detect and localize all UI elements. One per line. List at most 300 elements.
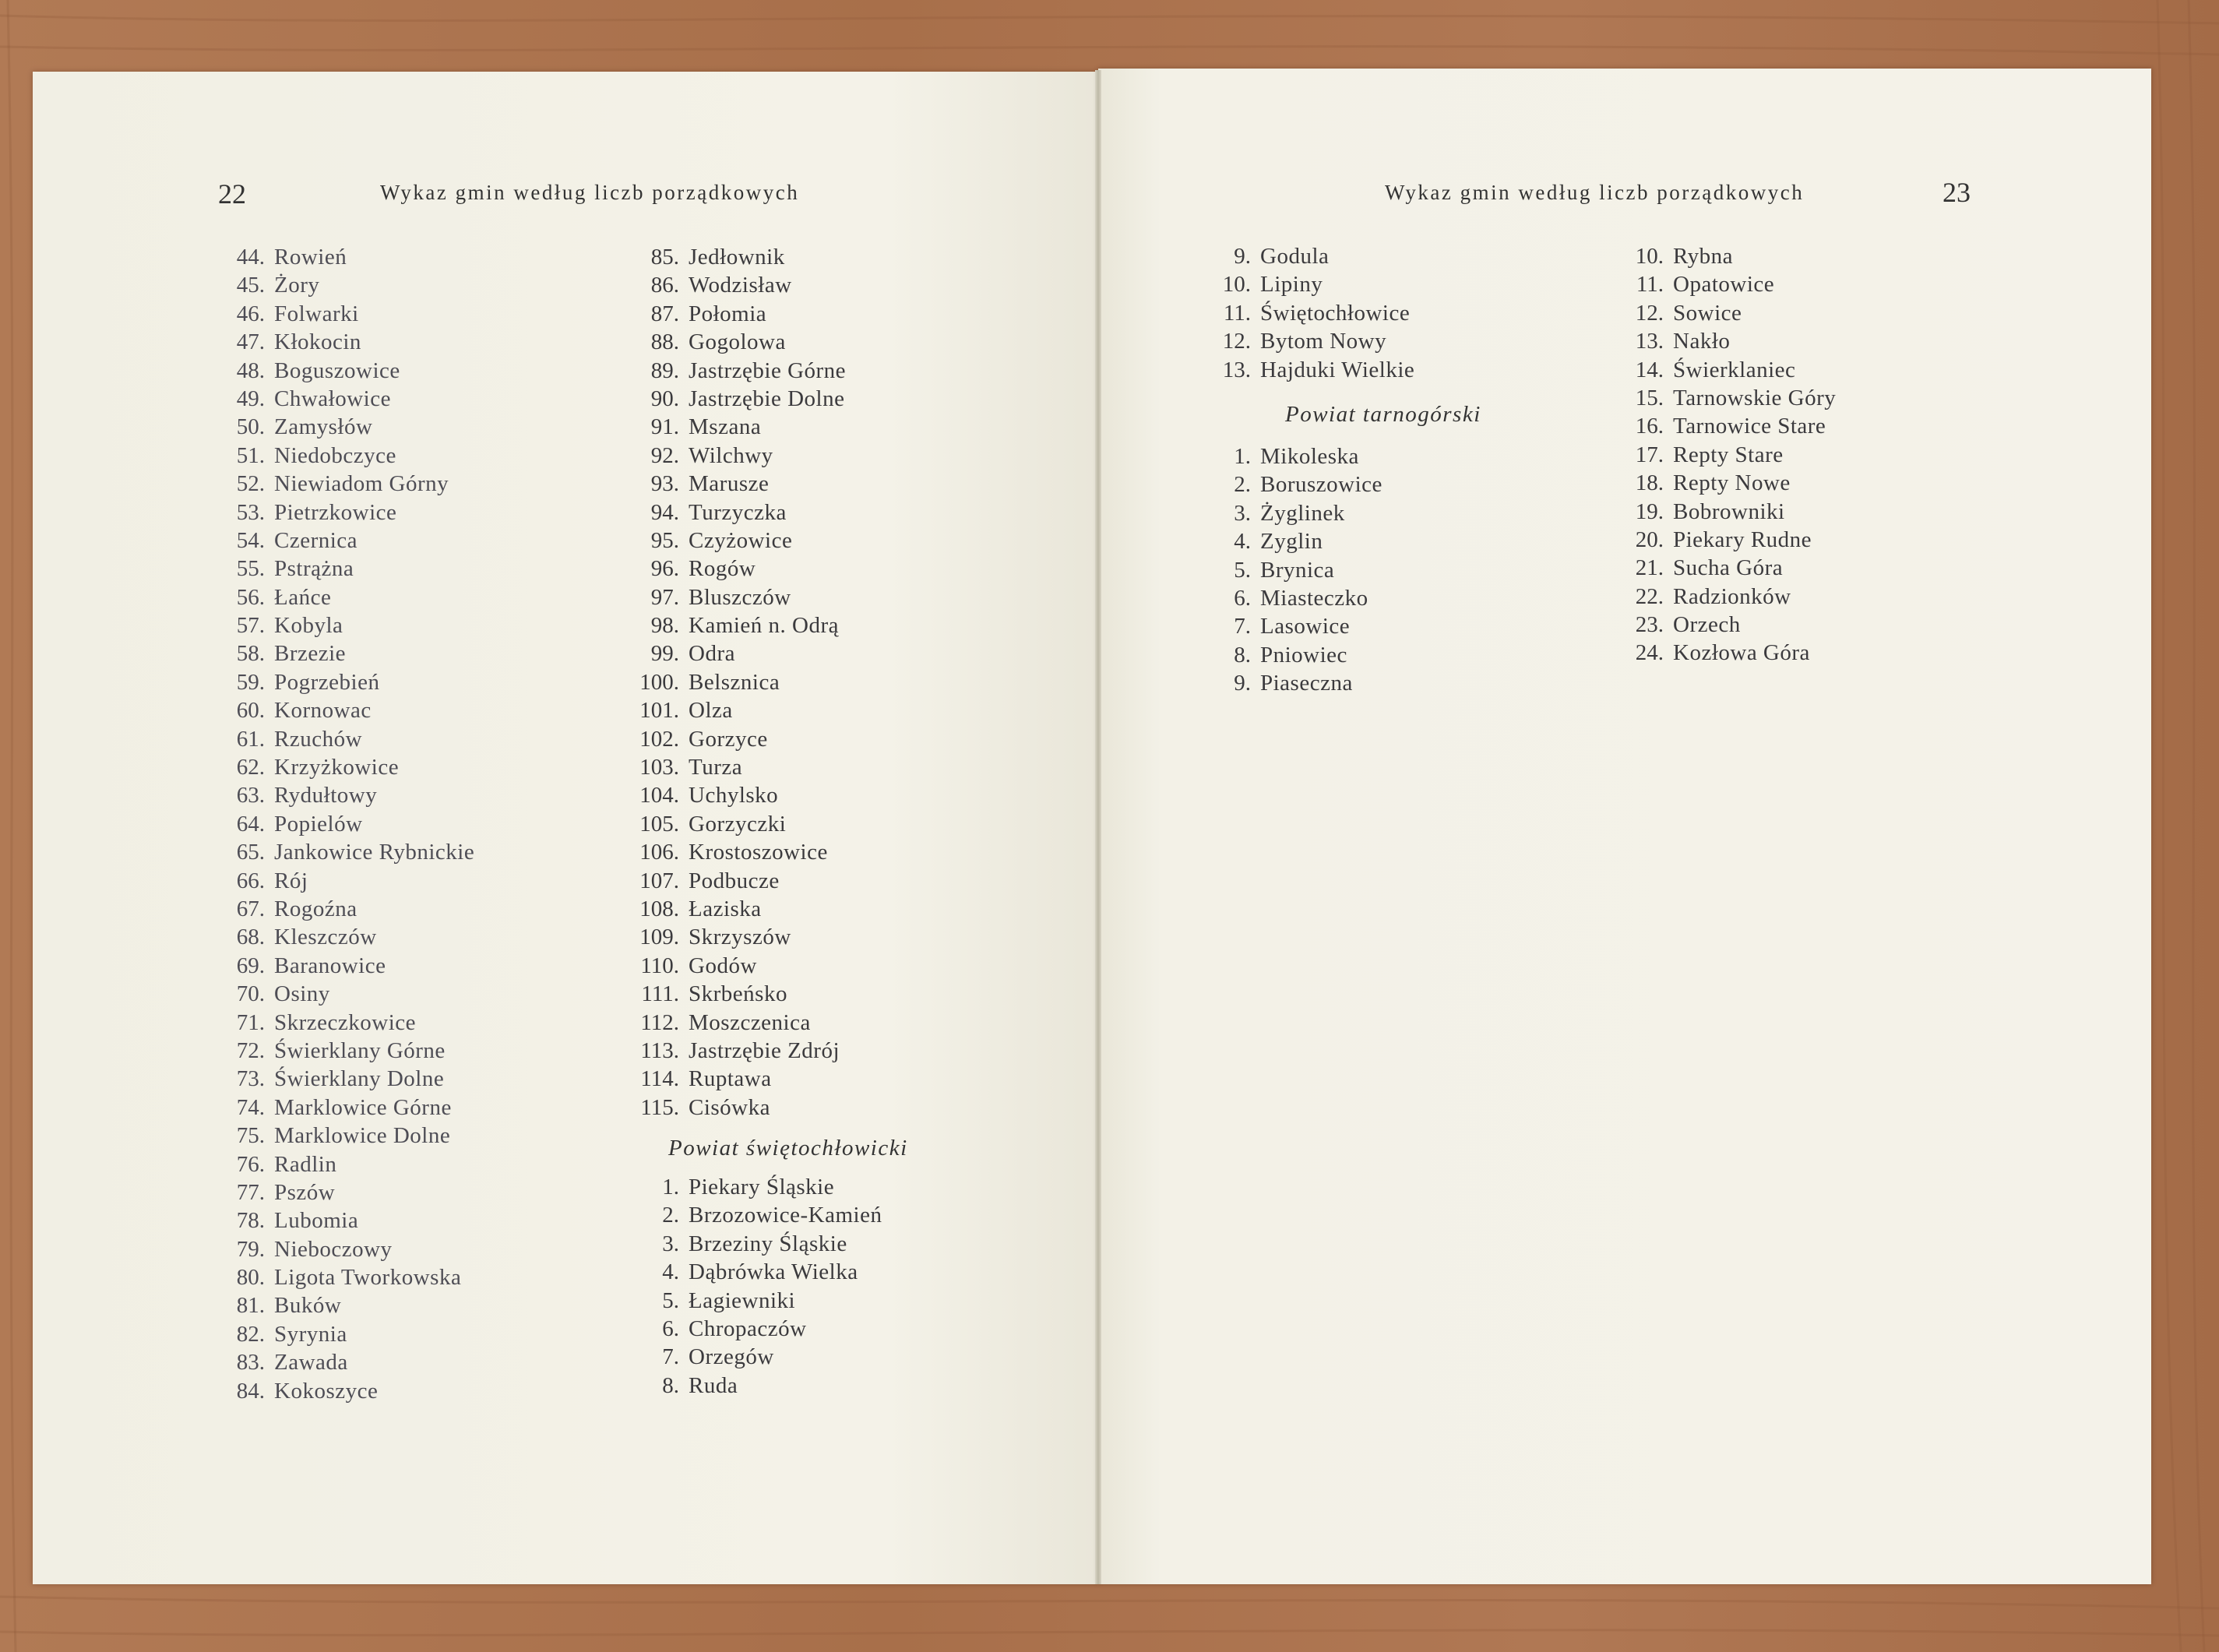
item-name: Pietrzkowice: [274, 499, 397, 525]
item-number: 16.: [1635, 414, 1664, 439]
item-number: 75.: [236, 1123, 265, 1149]
item-name: Kłokocin: [274, 329, 361, 355]
list-item: [1600, 498, 1836, 526]
item-name: Kamień n. Odrą: [689, 613, 840, 639]
list-item: [615, 1372, 882, 1400]
left-page: [33, 72, 1098, 1584]
list-item: [615, 1258, 882, 1286]
list-item: [615, 413, 846, 441]
list-item: [615, 1173, 882, 1201]
item-number: 53.: [236, 499, 265, 525]
item-number: 10.: [1222, 272, 1251, 298]
item-name: Olza: [689, 698, 733, 724]
list-item: [206, 1377, 474, 1405]
left-column-2: [615, 243, 846, 1122]
item-name: Marklowice Górne: [274, 1094, 452, 1120]
item-number: 108.: [639, 896, 679, 921]
item-name: Skrbeńsko: [689, 981, 787, 1007]
item-number: 14.: [1635, 357, 1664, 382]
item-number: 8.: [1234, 642, 1251, 667]
item-name: Buków: [274, 1293, 342, 1319]
item-number: 111.: [641, 981, 679, 1007]
item-number: 64.: [236, 811, 265, 837]
list-item: [206, 527, 474, 555]
list-item: [206, 639, 474, 667]
list-item: [1192, 270, 1414, 298]
item-number: 12.: [1222, 329, 1251, 354]
item-name: Jedłownik: [689, 245, 785, 269]
list-item: [615, 1201, 882, 1229]
item-number: 62.: [236, 755, 265, 780]
list-item: [206, 555, 474, 583]
item-number: 76.: [236, 1151, 265, 1177]
list-item: [206, 1348, 474, 1376]
item-number: 113.: [640, 1037, 679, 1063]
item-number: 9.: [1234, 244, 1251, 269]
list-item: [1600, 469, 1836, 497]
item-number: 100.: [639, 669, 679, 695]
item-number: 17.: [1635, 442, 1664, 467]
item-name: Ligota Tworkowska: [274, 1265, 462, 1291]
list-item: [206, 952, 474, 980]
item-name: Rybna: [1673, 244, 1734, 269]
item-number: 9.: [1234, 671, 1251, 696]
right-page-number: 23: [1943, 177, 1971, 208]
item-name: Miasteczko: [1260, 585, 1368, 611]
item-name: Rowień: [274, 245, 347, 269]
item-number: 104.: [639, 783, 679, 808]
left-running-title: Wykaz gmin według liczb porządkowych: [380, 181, 800, 204]
item-number: 55.: [236, 556, 265, 582]
item-name: Kleszczów: [274, 925, 377, 950]
right-running-title: Wykaz gmin według liczb porządkowych: [1385, 181, 1805, 204]
list-item: [206, 1150, 474, 1178]
item-name: Jastrzębie Zdrój: [689, 1037, 840, 1063]
item-name: Zamysłów: [274, 414, 373, 440]
item-name: Krzyżkowice: [274, 755, 400, 780]
list-item: [615, 923, 846, 951]
item-number: 77.: [236, 1179, 265, 1205]
item-name: Gogolowa: [689, 329, 786, 355]
list-item: [206, 1291, 474, 1319]
list-item: [206, 1320, 474, 1348]
list-item: [615, 1315, 882, 1343]
item-name: Cisówka: [689, 1094, 770, 1120]
item-name: Żory: [274, 273, 320, 298]
list-item: [206, 923, 474, 951]
list-item: [206, 271, 474, 299]
list-item: [206, 668, 474, 696]
list-item: [615, 300, 846, 328]
item-name: Pniowiec: [1260, 642, 1347, 667]
item-name: Gorzyce: [689, 726, 768, 752]
item-number: 114.: [640, 1066, 679, 1092]
item-number: 48.: [236, 358, 265, 383]
item-number: 84.: [236, 1378, 265, 1404]
item-number: 6.: [662, 1316, 679, 1341]
list-item: [615, 555, 846, 583]
list-item: [1600, 356, 1836, 384]
item-number: 49.: [236, 386, 265, 411]
item-name: Bytom Nowy: [1260, 329, 1387, 354]
item-name: Łaziska: [689, 896, 762, 921]
list-item: [1600, 242, 1836, 270]
list-item: [615, 753, 846, 781]
item-name: Jankowice Rybnickie: [274, 840, 475, 865]
list-item: [1600, 554, 1836, 582]
item-name: Jastrzębie Górne: [689, 358, 847, 383]
item-name: Popielów: [274, 811, 363, 837]
item-name: Lipiny: [1260, 272, 1323, 298]
item-name: Ruda: [689, 1372, 738, 1398]
item-number: 2.: [1234, 472, 1251, 498]
item-number: 66.: [236, 868, 265, 893]
item-number: 46.: [236, 301, 265, 326]
list-item: [615, 1065, 846, 1093]
list-item: [206, 867, 474, 895]
list-item: [615, 725, 846, 753]
list-item: [1192, 470, 1382, 498]
item-name: Godów: [689, 953, 757, 978]
list-item: [1600, 639, 1836, 667]
item-number: 90.: [650, 386, 679, 411]
item-name: Zawada: [274, 1350, 348, 1375]
list-item: [206, 357, 474, 385]
list-item: [615, 611, 846, 639]
list-item: [206, 243, 474, 271]
item-name: Łańce: [274, 584, 332, 610]
item-name: Boruszowice: [1260, 472, 1382, 498]
item-name: Czernica: [274, 527, 358, 553]
item-number: 72.: [236, 1037, 265, 1063]
item-number: 15.: [1635, 385, 1664, 410]
item-name: Mszana: [689, 414, 762, 440]
list-item: [1600, 412, 1836, 440]
list-item: [206, 611, 474, 639]
item-number: 96.: [650, 556, 679, 582]
list-item: [615, 980, 846, 1008]
item-name: Mikoleska: [1260, 444, 1359, 469]
item-name: Pszów: [274, 1179, 336, 1205]
item-number: 10.: [1635, 244, 1664, 269]
item-name: Piaseczna: [1260, 671, 1353, 696]
list-item: [206, 980, 474, 1008]
list-item: [615, 952, 846, 980]
item-number: 74.: [236, 1094, 265, 1120]
item-name: Moszczenica: [689, 1009, 811, 1035]
list-item: [206, 470, 474, 498]
item-name: Brzeziny Śląskie: [689, 1231, 847, 1256]
item-name: Hajduki Wielkie: [1260, 357, 1415, 382]
item-number: 52.: [236, 471, 265, 497]
list-item: [1600, 270, 1836, 298]
item-number: 4.: [1234, 529, 1251, 555]
item-number: 54.: [236, 527, 265, 553]
item-name: Gorzyczki: [689, 811, 787, 837]
item-name: Świerklany Dolne: [274, 1066, 445, 1092]
list-item: [615, 895, 846, 923]
item-number: 88.: [650, 329, 679, 355]
item-name: Nakło: [1673, 329, 1731, 354]
item-name: Repty Stare: [1673, 442, 1784, 467]
item-name: Opatowice: [1673, 272, 1775, 298]
item-number: 110.: [640, 953, 679, 978]
item-number: 47.: [236, 329, 265, 355]
item-name: Dąbrówka Wielka: [689, 1259, 858, 1285]
item-number: 23.: [1635, 612, 1664, 638]
item-name: Rogów: [689, 556, 756, 582]
item-name: Belsznica: [689, 669, 780, 695]
list-item: [1192, 442, 1382, 470]
item-name: Nieboczowy: [274, 1236, 393, 1262]
item-name: Brynica: [1260, 557, 1335, 583]
list-item: [615, 498, 846, 527]
item-name: Baranowice: [274, 953, 386, 978]
item-number: 24.: [1635, 640, 1664, 666]
item-number: 97.: [650, 584, 679, 610]
item-number: 8.: [662, 1372, 679, 1398]
item-name: Łagiewniki: [689, 1287, 796, 1313]
item-name: Świerklaniec: [1673, 357, 1796, 382]
item-name: Sucha Góra: [1673, 555, 1784, 581]
list-item: [615, 271, 846, 299]
item-number: 105.: [639, 811, 679, 837]
item-name: Odra: [689, 641, 735, 667]
list-item: [1192, 299, 1414, 327]
item-name: Lubomia: [274, 1208, 359, 1234]
list-item: [1192, 612, 1382, 640]
item-name: Piekary Śląskie: [689, 1175, 835, 1199]
item-name: Boguszowice: [274, 358, 400, 383]
item-name: Syrynia: [274, 1321, 347, 1347]
list-item: [206, 1009, 474, 1037]
list-item: [206, 328, 474, 356]
item-name: Rogoźna: [274, 896, 358, 921]
item-number: 86.: [650, 273, 679, 298]
item-name: Niedobczyce: [274, 442, 396, 468]
list-item: [206, 1178, 474, 1206]
item-number: 71.: [236, 1009, 265, 1035]
list-item: [1600, 299, 1836, 327]
item-number: 57.: [236, 613, 265, 639]
item-number: 3.: [662, 1231, 679, 1256]
item-name: Radlin: [274, 1151, 337, 1177]
item-number: 78.: [236, 1208, 265, 1234]
item-name: Rój: [274, 868, 308, 893]
list-item: [615, 1037, 846, 1065]
item-name: Kornowac: [274, 698, 372, 724]
list-item: [615, 385, 846, 413]
item-number: 61.: [236, 726, 265, 752]
item-number: 1.: [662, 1175, 679, 1199]
item-name: Połomia: [689, 301, 767, 326]
list-item: [615, 583, 846, 611]
item-number: 1.: [1234, 444, 1251, 469]
list-item: [1192, 499, 1382, 527]
list-item: [1600, 611, 1836, 639]
item-number: 63.: [236, 783, 265, 808]
item-number: 89.: [650, 358, 679, 383]
list-item: [615, 328, 846, 356]
item-name: Wilchwy: [689, 442, 773, 468]
item-number: 73.: [236, 1066, 265, 1092]
item-name: Krostoszowice: [689, 840, 828, 865]
item-name: Brzozowice-Kamień: [689, 1203, 882, 1228]
item-number: 85.: [650, 245, 679, 269]
list-item: [615, 1094, 846, 1122]
item-number: 101.: [639, 698, 679, 724]
item-name: Marklowice Dolne: [274, 1123, 451, 1149]
item-name: Orzech: [1673, 612, 1741, 638]
list-item: [615, 781, 846, 809]
item-number: 50.: [236, 414, 265, 440]
list-item: [1192, 356, 1414, 384]
item-name: Turzyczka: [689, 499, 787, 525]
item-name: Świętochłowice: [1260, 300, 1411, 326]
list-item: [206, 696, 474, 724]
item-number: 69.: [236, 953, 265, 978]
item-number: 81.: [236, 1293, 265, 1319]
list-item: [615, 470, 846, 498]
item-name: Chwałowice: [274, 386, 391, 411]
list-item: [1600, 526, 1836, 554]
item-name: Uchylsko: [689, 783, 779, 808]
item-number: 98.: [650, 613, 679, 639]
list-item: [615, 243, 846, 271]
item-number: 18.: [1635, 470, 1664, 496]
item-name: Rzuchów: [274, 726, 363, 752]
item-number: 21.: [1635, 555, 1664, 581]
item-number: 5.: [662, 1287, 679, 1313]
item-number: 115.: [640, 1094, 679, 1120]
item-name: Tarnowice Stare: [1673, 414, 1826, 439]
list-item: [615, 1230, 882, 1258]
list-item: [1192, 584, 1382, 612]
item-name: Folwarki: [274, 301, 359, 326]
item-number: 60.: [236, 698, 265, 724]
item-number: 99.: [650, 641, 679, 667]
item-number: 7.: [662, 1344, 679, 1370]
item-number: 106.: [639, 840, 679, 865]
item-number: 4.: [662, 1259, 679, 1285]
item-name: Turza: [689, 755, 743, 780]
item-name: Marusze: [689, 471, 770, 497]
item-number: 56.: [236, 584, 265, 610]
item-number: 103.: [639, 755, 679, 780]
item-number: 68.: [236, 925, 265, 950]
item-name: Pstrążna: [274, 556, 354, 582]
item-number: 19.: [1635, 498, 1664, 524]
item-number: 11.: [1636, 272, 1664, 298]
item-name: Kobyla: [274, 613, 343, 639]
item-name: Świerklany Górne: [274, 1037, 446, 1063]
item-number: 59.: [236, 669, 265, 695]
item-name: Rydułtowy: [274, 783, 378, 808]
item-number: 80.: [236, 1265, 265, 1291]
item-name: Skrzeczkowice: [274, 1009, 417, 1035]
list-item: [1192, 641, 1382, 669]
item-number: 3.: [1234, 500, 1251, 526]
list-item: [615, 810, 846, 838]
item-name: Kozłowa Góra: [1673, 640, 1810, 666]
list-item: [1600, 583, 1836, 611]
item-name: Podbucze: [689, 868, 780, 893]
item-name: Tarnowskie Góry: [1673, 385, 1837, 410]
item-name: Chropaczów: [689, 1316, 807, 1341]
item-name: Wodzisław: [689, 273, 792, 298]
list-item: [206, 385, 474, 413]
list-item: [206, 442, 474, 470]
list-item: [206, 300, 474, 328]
list-item: [1600, 327, 1836, 355]
book-spine: [1095, 70, 1101, 1584]
list-item: [206, 1206, 474, 1235]
item-name: Czyżowice: [689, 527, 793, 553]
item-name: Skrzyszów: [689, 925, 791, 950]
item-name: Lasowice: [1260, 614, 1351, 639]
item-name: Zyglin: [1260, 529, 1323, 555]
list-item: [615, 527, 846, 555]
item-number: 13.: [1635, 329, 1664, 354]
right-column-2: [1600, 242, 1836, 667]
item-name: Repty Nowe: [1673, 470, 1791, 496]
list-item: [206, 1235, 474, 1263]
list-item: [206, 1065, 474, 1093]
item-number: 5.: [1234, 557, 1251, 583]
list-item: [1192, 556, 1382, 584]
list-item: [615, 639, 846, 667]
list-item: [206, 1094, 474, 1122]
section-heading-tarnogorski: Powiat tarnogórski: [1285, 402, 1481, 427]
item-name: Pogrzebień: [274, 669, 380, 695]
item-number: 93.: [650, 471, 679, 497]
item-number: 67.: [236, 896, 265, 921]
item-number: 112.: [640, 1009, 679, 1035]
item-number: 95.: [650, 527, 679, 553]
list-item: [206, 1037, 474, 1065]
left-page-number: 22: [218, 178, 246, 210]
list-item: [206, 413, 474, 441]
item-name: Bobrowniki: [1673, 498, 1785, 524]
item-name: Brzezie: [274, 641, 347, 667]
item-number: 87.: [650, 301, 679, 326]
list-item: [615, 696, 846, 724]
item-number: 79.: [236, 1236, 265, 1262]
list-item: [615, 838, 846, 866]
list-item: [1192, 527, 1382, 555]
list-item: [615, 867, 846, 895]
item-name: Niewiadom Górny: [274, 471, 449, 497]
list-item: [615, 357, 846, 385]
item-number: 83.: [236, 1350, 265, 1375]
item-name: Jastrzębie Dolne: [689, 386, 845, 411]
item-number: 65.: [236, 840, 265, 865]
item-name: Ruptawa: [689, 1066, 772, 1092]
item-number: 70.: [236, 981, 265, 1007]
item-number: 94.: [650, 499, 679, 525]
item-name: Żyglinek: [1260, 500, 1345, 526]
list-item: [615, 1287, 882, 1315]
list-item: [615, 1009, 846, 1037]
item-name: Kokoszyce: [274, 1378, 379, 1404]
item-name: Orzegów: [689, 1344, 774, 1370]
list-item: [1192, 327, 1414, 355]
list-item: [615, 1343, 882, 1371]
item-number: 58.: [236, 641, 265, 667]
right-column-1-top: [1192, 242, 1414, 384]
list-item: [206, 583, 474, 611]
item-number: 91.: [650, 414, 679, 440]
